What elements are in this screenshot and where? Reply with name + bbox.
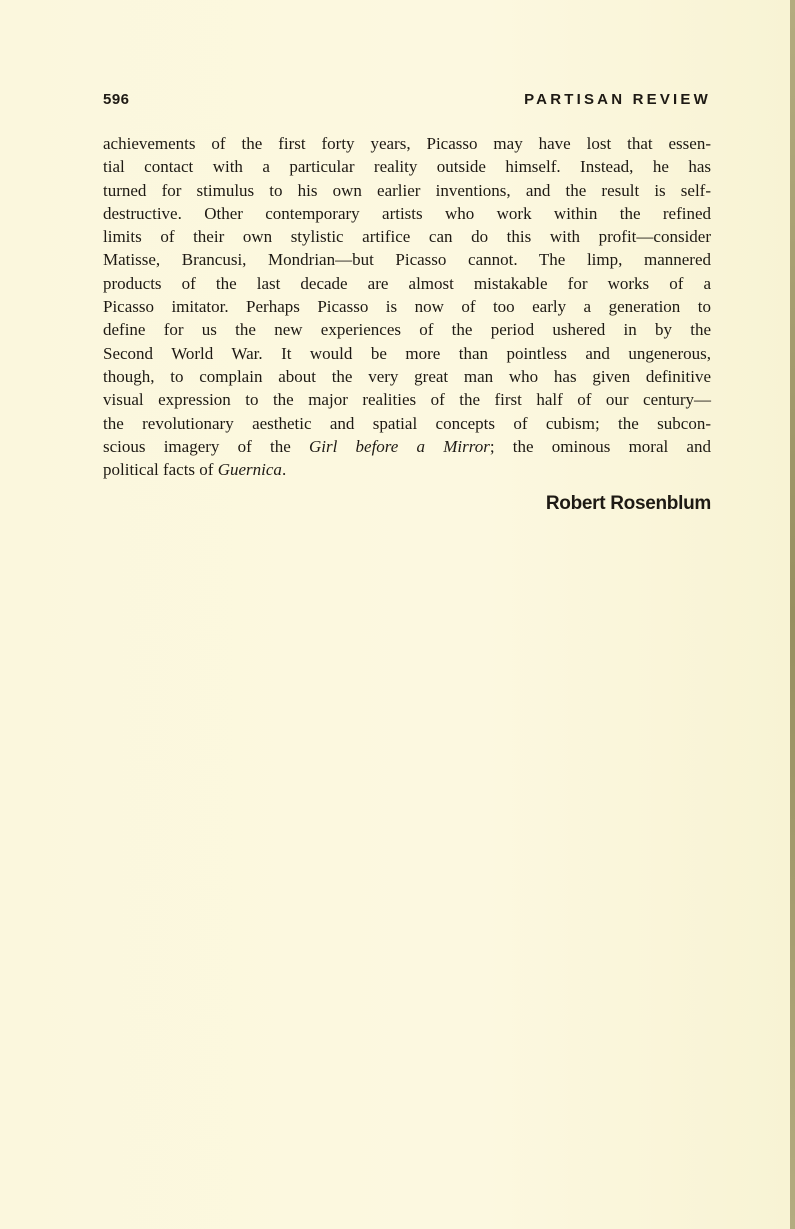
text-line: achievements of the first forty years, Picasso may have lost that essen- [103,134,711,153]
author-signature: Robert Rosenblum [545,493,711,514]
page-header [103,91,711,113]
text-segment: . [281,460,287,480]
page-edge [790,0,795,1229]
text-line: Matisse, Brancusi, Mondrian—but Picasso cannot. The limp, mannered [103,250,711,270]
running-head: PARTISAN REVIEW [524,91,711,108]
text-line: define for us the new experiences of the period ushered in by the [103,320,711,340]
text-line: turned for stimulus to his own earlier inventions, and the result is self- [103,180,711,200]
artwork-title: Guernica [217,460,282,480]
text-line: visual expression to the major realities of the first half of our century— [103,390,711,410]
text-line: Picasso imitator. Perhaps Picasso is now of too early a generation to [103,297,711,317]
page-number: 596 [103,91,130,108]
text-line: limits of their own stylistic artifice can do this with profit—consider [103,227,711,247]
text-segment: scious imagery of the [103,436,309,456]
text-line: tial contact with a particular reality outside himself. Instead, he has [103,157,711,177]
article-paragraph [103,132,711,481]
text-line [103,458,711,481]
text-line: the revolutionary aesthetic and spatial concepts of cubism; the subcon- [103,413,711,433]
text-line [103,435,711,458]
text-line: products of the last decade are almost mistakable for works of a [103,273,711,293]
text-line: destructive. Other contemporary artists who work within the refined [103,203,711,223]
artwork-title: Girl before a Mirror [308,436,490,456]
text-line: though, to complain about the very great man who has given definitive [103,366,711,386]
text-line: Second World War. It would be more than pointless and ungenerous, [103,343,711,363]
text-segment: political facts of [103,460,218,480]
text-segment: ; the ominous moral and [489,436,711,456]
